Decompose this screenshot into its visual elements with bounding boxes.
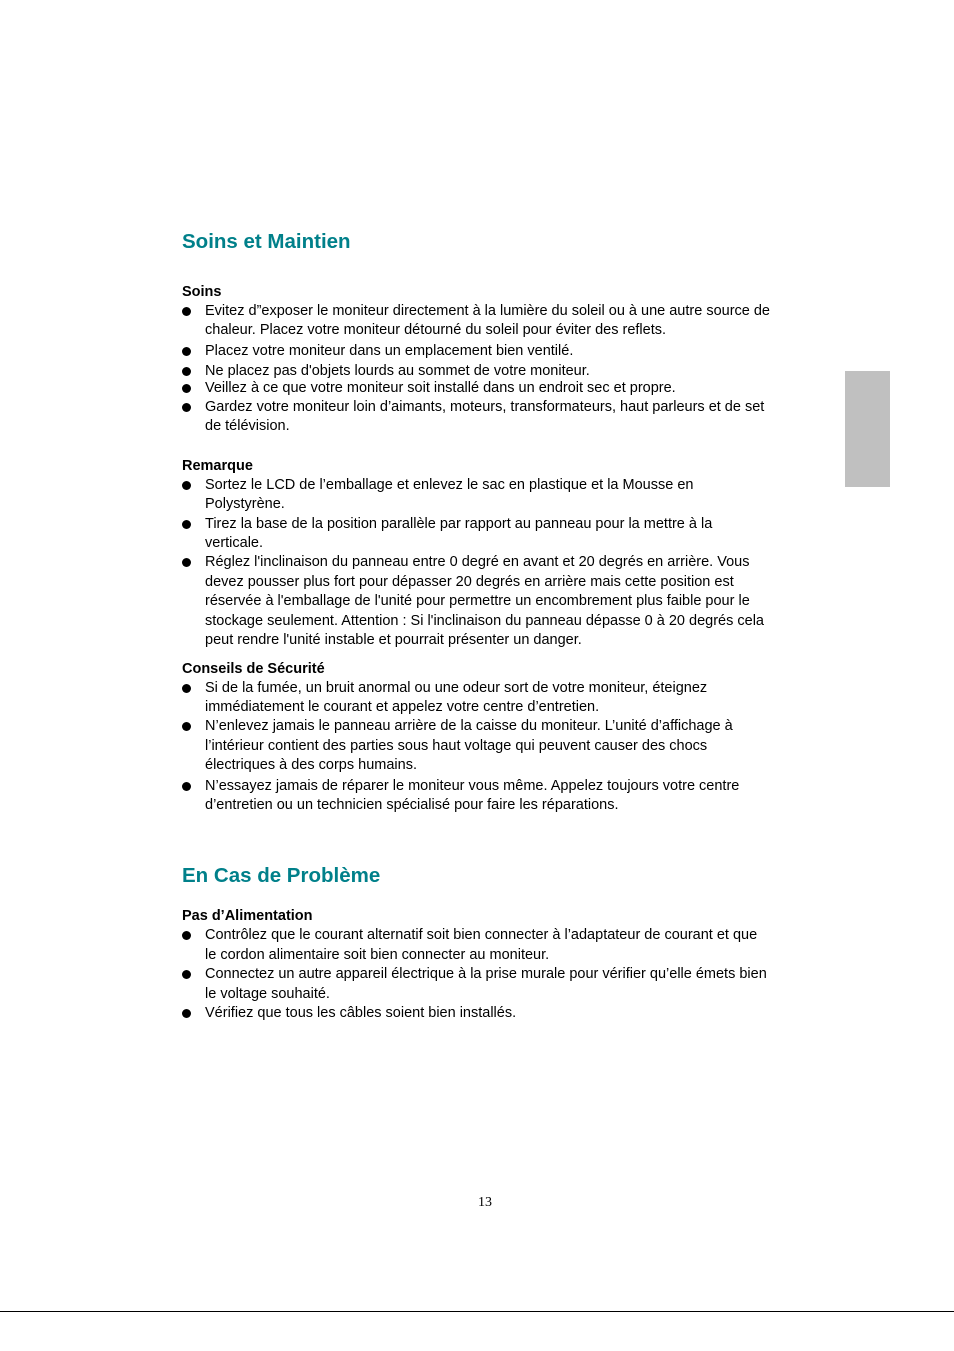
list-item: Vérifiez que tous les câbles soient bien installés. (182, 1004, 772, 1023)
subheading-soins: Soins (182, 284, 222, 300)
language-tab-marker (845, 371, 890, 487)
list-item: Sortez le LCD de l’emballage et enlevez le sac en plastique et la Mousse en Polystyrène. (182, 476, 772, 515)
bullet-icon (182, 347, 191, 356)
list-soins (182, 302, 772, 437)
list-item: Evitez d”exposer le moniteur directement à la lumière du soleil ou à une autre source de chaleur. Placez votre moniteur détourné du soleil pour éviter des reflets. (182, 302, 772, 341)
bullet-icon (182, 520, 191, 529)
footer-rule (0, 1311, 954, 1312)
bullet-icon (182, 481, 191, 490)
list-item: Contrôlez que le courant alternatif soit bien connecter à l’adaptateur de courant et que le cordon alimentaire soit bien connecter au moniteur. (182, 926, 772, 965)
list-item: Si de la fumée, un bruit anormal ou une odeur sort de votre moniteur, éteignez immédiatement le courant et appelez votre centre d’entretien. (182, 679, 772, 718)
bullet-icon (182, 782, 191, 791)
bullet-icon (182, 384, 191, 393)
list-alimentation (182, 926, 772, 1023)
subheading-remarque: Remarque (182, 457, 253, 474)
bullet-icon (182, 307, 191, 316)
bullet-icon (182, 931, 191, 940)
page-number: 13 (478, 1195, 492, 1210)
list-remarque (182, 476, 772, 651)
list-item: N’enlevez jamais le panneau arrière de la caisse du moniteur. L’unité d’affichage à l’intérieur contient des parties sous haut voltage qui peuvent causer des chocs électriques à des corps humains. (182, 717, 772, 775)
list-item: Tirez la base de la position parallèle par rapport au panneau pour la mettre à la verticale. (182, 515, 772, 554)
list-item: Réglez l'inclinaison du panneau entre 0 degré en avant et 20 degrés en arrière. Vous devez pousser plus fort pour dépasser 20 degrés en arrière mais cette position est réservée à l'emballage de l'unité pour permettre un encombrement plus faible pour le stockage seulement. Attention : Si l'inclinaison du panneau dépasse 0 à 20 degrés cela peut rendre l'unité instable et pourrait présenter un danger. (182, 553, 772, 650)
section-title-soins-et-maintien: Soins et Maintien (182, 230, 351, 253)
list-item: Ne placez pas d'objets lourds au sommet de votre moniteur. (182, 362, 772, 381)
bullet-icon (182, 403, 191, 412)
list-item: Veillez à ce que votre moniteur soit installé dans un endroit sec et propre. (182, 379, 772, 398)
bullet-icon (182, 367, 191, 376)
subheading-conseils-de-securite: Conseils de Sécurité (182, 660, 325, 677)
bullet-icon (182, 558, 191, 567)
bullet-icon (182, 722, 191, 731)
list-item: Connectez un autre appareil électrique à la prise murale pour vérifier qu’elle émets bien le voltage souhaité. (182, 965, 772, 1004)
bullet-icon (182, 1009, 191, 1018)
list-item: Placez votre moniteur dans un emplacement bien ventilé. (182, 342, 772, 361)
bullet-icon (182, 684, 191, 693)
subheading-pas-d-alimentation: Pas d’Alimentation (182, 908, 313, 925)
section-title-en-cas-de-probleme: En Cas de Problème (182, 864, 381, 888)
list-securite (182, 679, 772, 816)
page-content (182, 228, 772, 1023)
list-item: Gardez votre moniteur loin d’aimants, moteurs, transformateurs, haut parleurs et de set de télévision. (182, 398, 772, 437)
bullet-icon (182, 970, 191, 979)
list-item: N’essayez jamais de réparer le moniteur vous même. Appelez toujours votre centre d’entretien ou un technicien spécialisé pour faire les réparations. (182, 777, 772, 816)
